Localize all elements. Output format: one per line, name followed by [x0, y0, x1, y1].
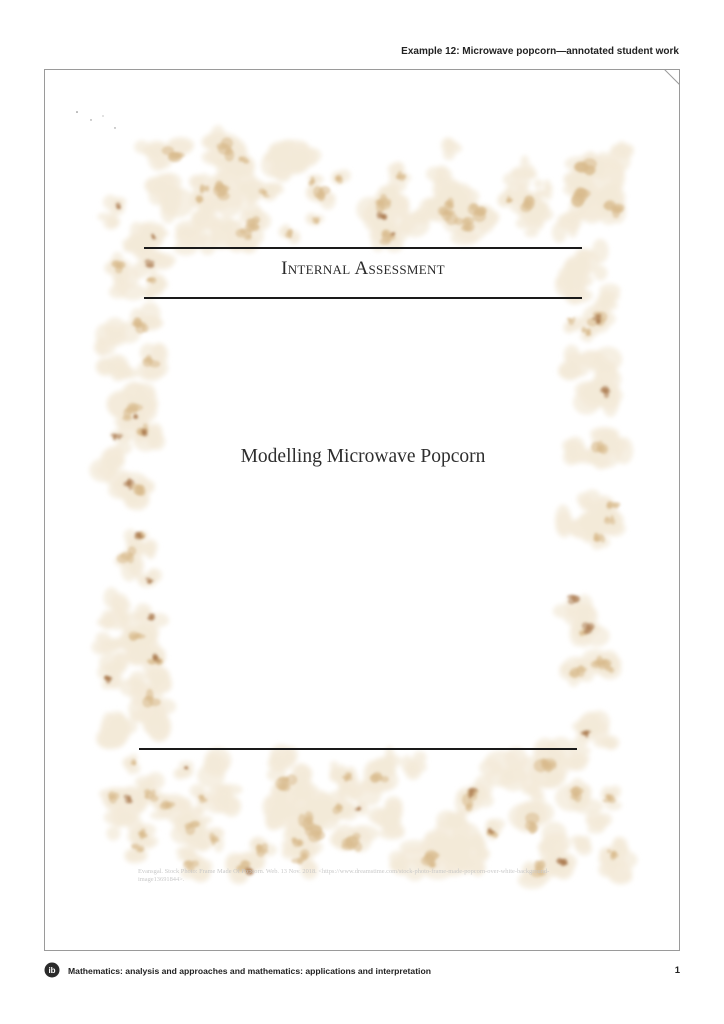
- scanned-page-frame: [44, 69, 680, 951]
- lower-rule: [139, 748, 577, 750]
- title-rule-bottom: [144, 297, 582, 299]
- footer-subject: Mathematics: analysis and approaches and mathematics: applications and interpretation: [68, 966, 431, 976]
- title-rule-top: [144, 247, 582, 249]
- page-number: 1: [674, 965, 680, 976]
- svg-text:ib: ib: [48, 966, 56, 975]
- ib-logo-icon: [44, 962, 60, 978]
- image-credit: Evansgal. Stock Photo: Frame Made Of Popcorn. Web. 13 Nov. 2018. <https://www.dreamstime.com/stock-photo-frame-made-popcorn-over-white-background-image13691844>.: [138, 868, 550, 883]
- document-title: Modelling Microwave Popcorn: [240, 446, 486, 467]
- section-heading: Internal Assessment: [281, 258, 445, 279]
- popcorn-frame-inner-area: [145, 248, 581, 808]
- running-header: Example 12: Microwave popcorn—annotated student work: [401, 46, 679, 57]
